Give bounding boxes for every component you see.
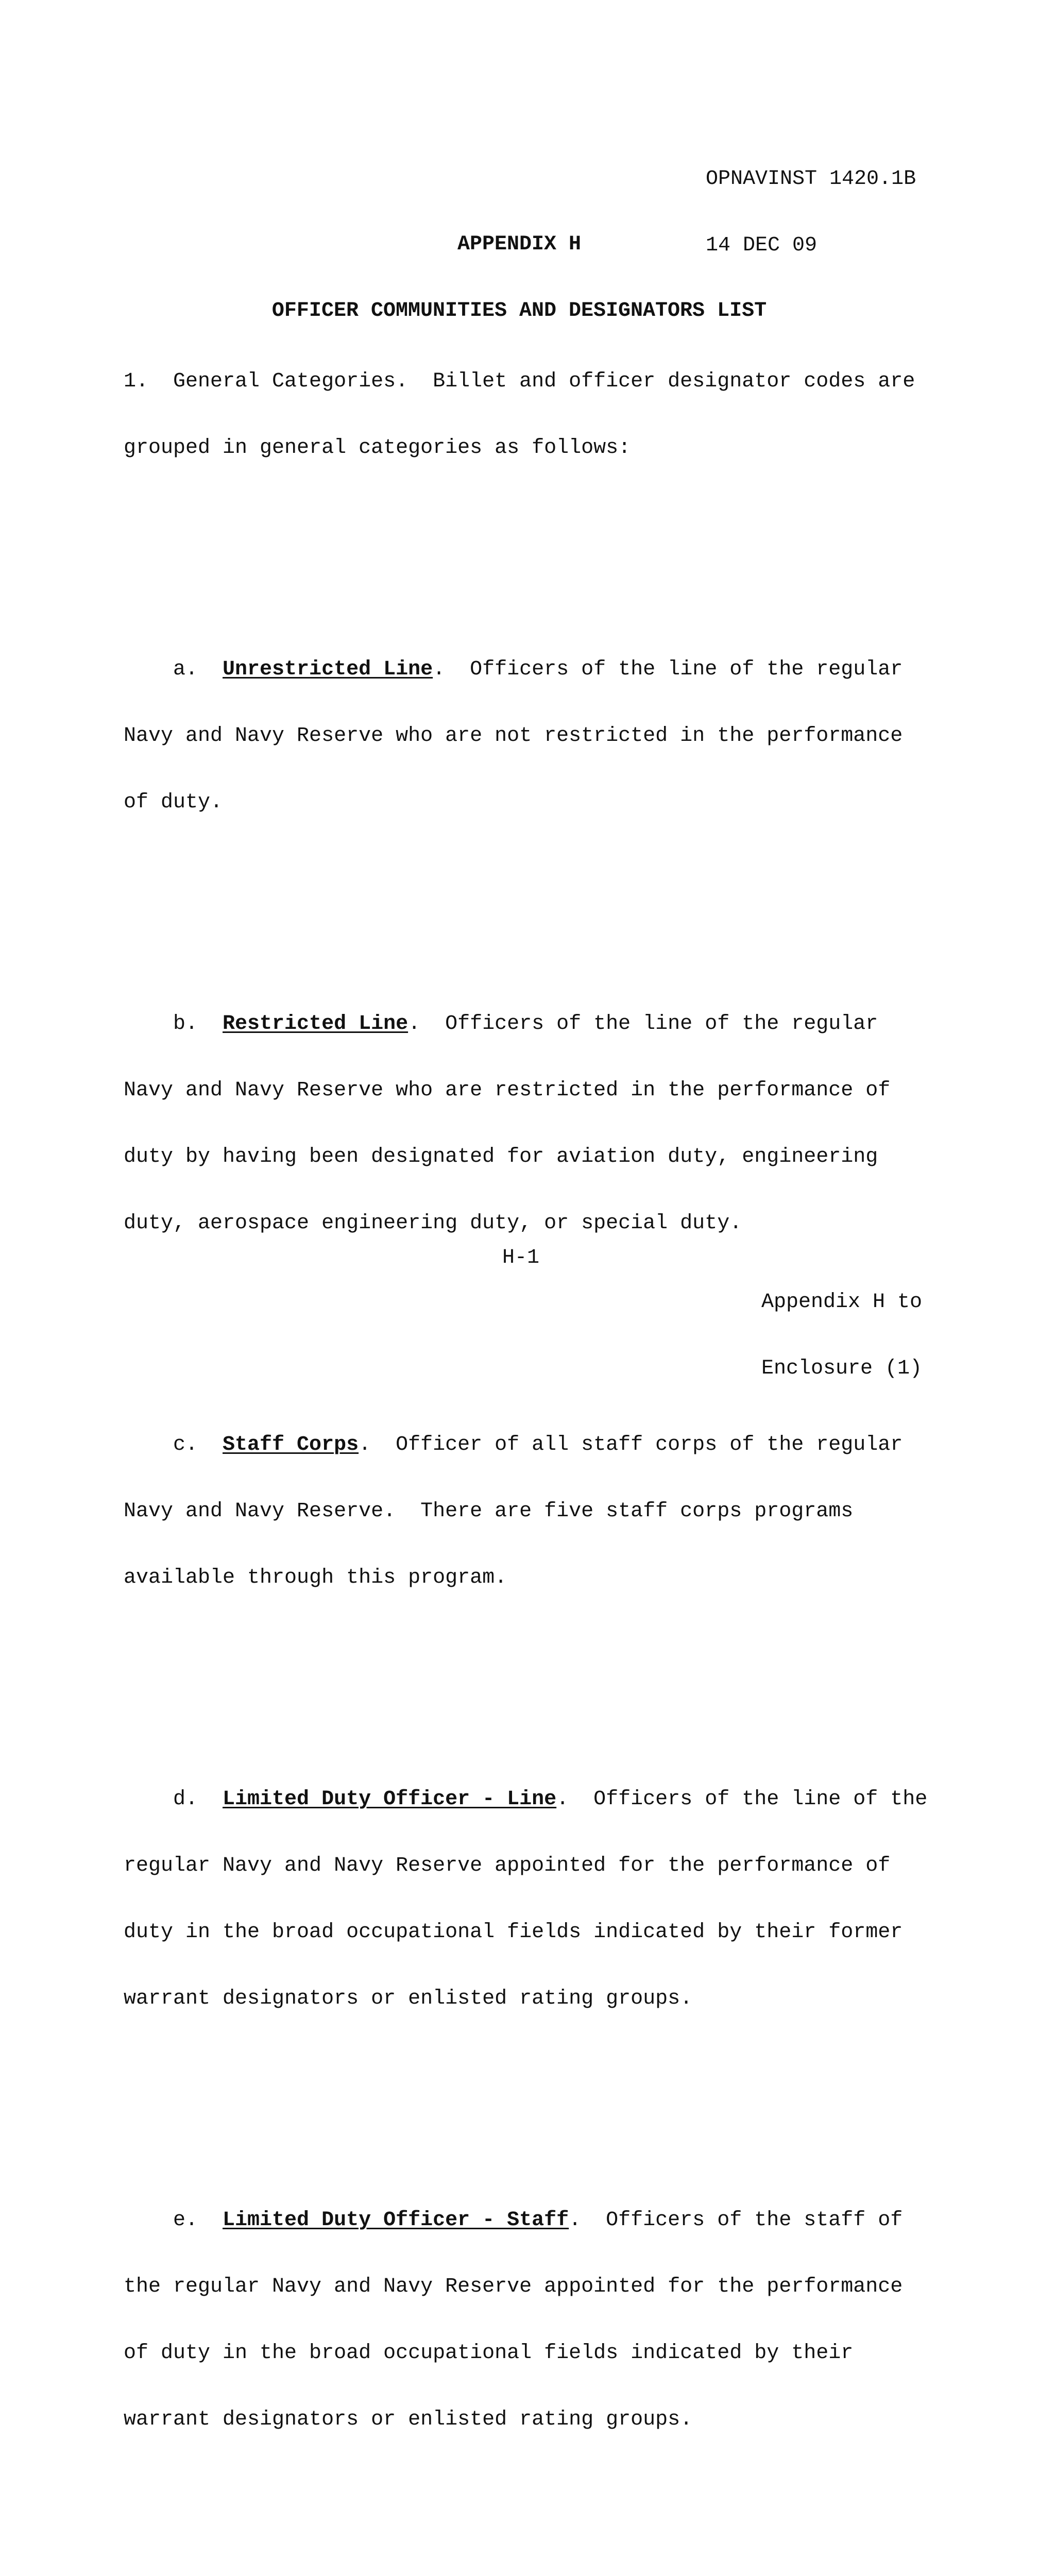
item-prefix: a. — [124, 658, 223, 681]
item-prefix: c. — [124, 1433, 223, 1456]
item-line: duty, aerospace engineering duty, or special duty. — [124, 1212, 742, 1235]
item-heading: Unrestricted Line — [223, 658, 433, 681]
footer-reference — [761, 1247, 922, 1424]
item-line: warrant designators or enlisted rating groups. — [124, 2408, 693, 2431]
item-heading: Limited Duty Officer - Line — [223, 1788, 557, 1811]
item-line: regular Navy and Navy Reserve appointed for the performance of — [124, 1854, 891, 1877]
item-line: warrant designators or enlisted rating groups. — [124, 1987, 693, 2010]
footer-ref-line: Appendix H to — [761, 1291, 923, 1314]
item-first-line — [124, 1788, 927, 1810]
item-heading: Limited Duty Officer - Staff — [223, 2209, 569, 2232]
footer-ref-line: Enclosure (1) — [761, 1357, 923, 1380]
item-first-line-rest: . Officers of the line of the — [556, 1788, 928, 1811]
item-line: of duty in the broad occupational fields indicated by their — [124, 2342, 854, 2365]
category-item-unrestricted-line — [124, 614, 927, 858]
item-heading: Staff Corps — [223, 1433, 359, 1456]
item-prefix: e. — [124, 2209, 223, 2232]
item-first-line — [124, 658, 927, 681]
item-line: Navy and Navy Reserve who are not restricted in the performance — [124, 724, 903, 748]
category-item-staff-corps — [124, 1389, 927, 1633]
item-prefix: b. — [124, 1012, 223, 1036]
item-line: the regular Navy and Navy Reserve appointed for the performance — [124, 2275, 903, 2298]
item-first-line — [124, 1013, 927, 1035]
instruction-date: 14 DEC 09 — [706, 234, 818, 257]
category-item-ldo-staff — [124, 2165, 927, 2475]
paragraph-line: grouped in general categories as follows: — [124, 436, 631, 460]
item-first-line — [124, 2209, 927, 2231]
paragraph-line: 1. General Categories. Billet and officer designator codes are — [124, 370, 915, 393]
page-number: H-1 — [502, 1246, 540, 1269]
item-first-line-rest: . Officers of the line of the regular — [433, 658, 903, 681]
paragraph-general-categories — [124, 326, 927, 503]
item-first-line-rest: . Officer of all staff corps of the regular — [359, 1433, 903, 1456]
item-first-line-rest: . Officers of the line of the regular — [408, 1012, 878, 1036]
category-item-ldo-line — [124, 1744, 927, 2054]
item-heading: Restricted Line — [223, 1012, 409, 1036]
item-first-line-rest: . Officers of the staff of — [569, 2209, 903, 2232]
item-line: available through this program. — [124, 1566, 507, 1589]
item-prefix: d. — [124, 1788, 223, 1811]
item-line: duty by having been designated for aviation duty, engineering — [124, 1145, 878, 1168]
item-first-line — [124, 1434, 927, 1456]
item-line: Navy and Navy Reserve. There are five staff corps programs — [124, 1500, 854, 1523]
category-item-restricted-line — [124, 969, 927, 1279]
appendix-title: APPENDIX H — [457, 233, 582, 256]
item-line: of duty. — [124, 791, 223, 814]
item-line: Navy and Navy Reserve who are restricted in the performance of — [124, 1079, 891, 1102]
appendix-subtitle: OFFICER COMMUNITIES AND DESIGNATORS LIST — [271, 299, 767, 323]
instruction-number: OPNAVINST 1420.1B — [706, 167, 916, 191]
item-line: duty in the broad occupational fields indicated by their former — [124, 1921, 903, 1944]
